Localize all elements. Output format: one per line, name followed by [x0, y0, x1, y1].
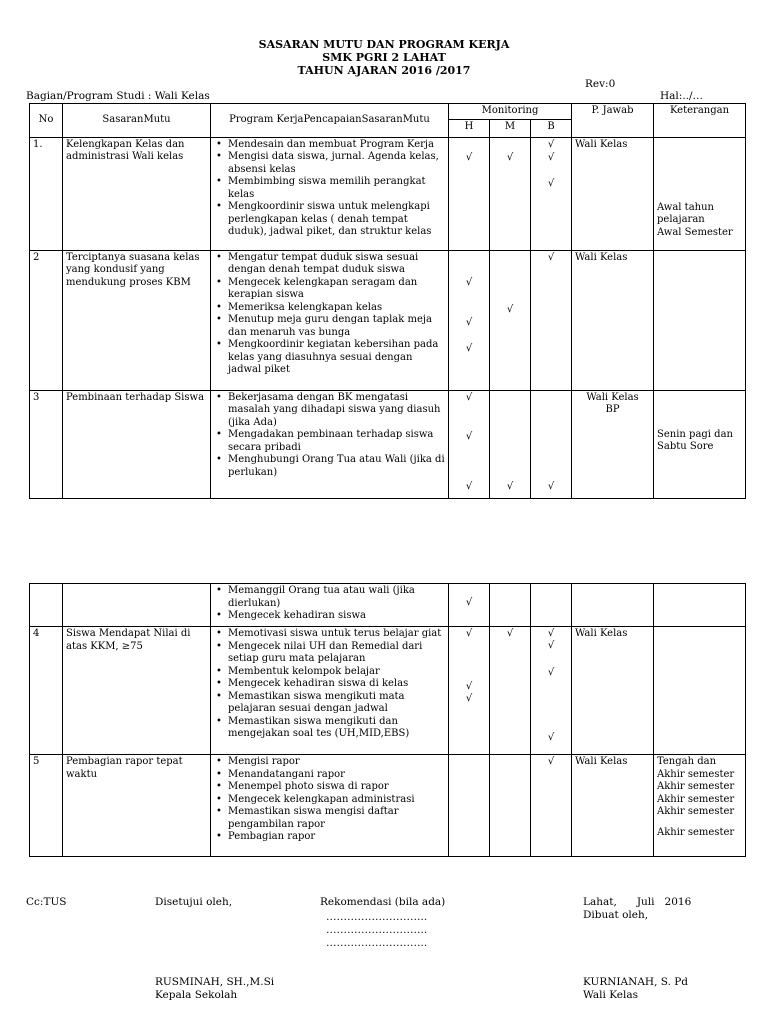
check-mark: √: [547, 480, 555, 492]
row-sasaran: Pembagian rapor tepat waktu: [63, 755, 211, 857]
list-item: • Menandatangani rapor: [228, 769, 445, 782]
program-table-1: [29, 103, 746, 499]
place-date: Lahat, Juli 2016: [583, 896, 692, 908]
check-mark: √: [547, 177, 555, 189]
check-mark: √: [547, 640, 555, 651]
list-item: • Memotivasi siswa untuk terus belajar giat: [228, 628, 445, 641]
recommendation-dots: ………………………..: [326, 924, 428, 936]
ket-line: Awal Semester: [657, 226, 733, 238]
check-m: [490, 390, 531, 498]
col-monitoring: Monitoring: [449, 104, 572, 120]
principal-title: Kepala Sekolah: [155, 989, 238, 1001]
check-m: [490, 137, 531, 250]
check-m: [490, 755, 531, 857]
approved-by-label: Disetujui oleh,: [155, 896, 233, 908]
row-pjawab: Wali Kelas: [572, 250, 654, 390]
check-h: [449, 137, 490, 250]
row-pjawab: [572, 584, 654, 627]
row-keterangan: [654, 137, 746, 250]
row-sasaran: Terciptanya suasana kelas yang kondusif yang mendukung proses KBM: [63, 250, 211, 390]
list-item: • Memastikan siswa mengisi daftar pengambilan rapor: [228, 806, 445, 831]
check-mark: √: [547, 251, 555, 263]
col-no: No: [30, 104, 63, 138]
check-h: [449, 755, 490, 857]
check-mark: √: [547, 756, 555, 767]
cc-line: Cc:TUS: [26, 896, 67, 908]
program-table-2: [29, 583, 746, 857]
check-mark: √: [465, 597, 473, 608]
row-sasaran: [63, 584, 211, 627]
department: Bagian/Program Studi : Wali Kelas: [26, 90, 210, 102]
recommendation-dots: ………………………..: [326, 911, 428, 923]
check-m: [490, 584, 531, 627]
check-b: [531, 755, 572, 857]
table-row: [30, 755, 746, 857]
list-item: • Mengecek kelengkapan administrasi: [228, 794, 445, 807]
row-keterangan: [654, 250, 746, 390]
check-h: [449, 390, 490, 498]
list-item: • Mengadakan pembinaan terhadap siswa secara pribadi: [228, 429, 445, 454]
ket-line: Senin pagi dan: [657, 428, 733, 440]
check-h: [449, 584, 490, 627]
ket-line: pelajaran: [657, 214, 705, 225]
list-item: • Menempel photo siswa di rapor: [228, 781, 445, 794]
row-keterangan: [654, 390, 746, 498]
ket-line: Akhir semester: [657, 793, 735, 805]
doc-title: SASARAN MUTU DAN PROGRAM KERJA: [258, 38, 510, 51]
page-number: Hal:../…: [660, 90, 704, 102]
check-mark: √: [465, 480, 473, 492]
row-no: [30, 584, 63, 627]
list-item: • Mengecek nilai UH dan Remedial dari setiap guru mata pelajaran: [228, 641, 445, 666]
row-no: 2: [30, 250, 63, 390]
check-mark: √: [465, 316, 473, 328]
row-pjawab: Wali Kelas: [572, 755, 654, 857]
check-mark: √: [547, 151, 555, 163]
row-sasaran: Pembinaan terhadap Siswa: [63, 390, 211, 498]
row-pjawab: Wali Kelas: [572, 137, 654, 250]
check-mark: √: [506, 480, 514, 492]
row-program: [211, 390, 449, 498]
row-no: 5: [30, 755, 63, 857]
check-mark: √: [547, 667, 555, 678]
check-mark: √: [506, 151, 514, 163]
table-row: [30, 137, 746, 250]
list-item: • Mengkoordinir siswa untuk melengkapi perlengkapan kelas ( denah tempat duduk), jadwal piket, dan struktur kelas: [228, 201, 445, 239]
list-item: • Mendesain dan membuat Program Kerja: [228, 139, 445, 152]
list-item: • Mengisi data siswa, jurnal. Agenda kelas, absensi kelas: [228, 151, 445, 176]
academic-year: TAHUN AJARAN 2016 /2017: [297, 64, 471, 77]
check-b: [531, 250, 572, 390]
col-keterangan: Keterangan: [654, 104, 746, 138]
ket-line: Akhir semester: [657, 768, 735, 780]
check-h: [449, 627, 490, 755]
list-item: • Mengisi rapor: [228, 756, 445, 769]
col-sasaran: SasaranMutu: [63, 104, 211, 138]
col-pjawab: P. Jawab: [572, 104, 654, 138]
check-b: [531, 627, 572, 755]
recommendation-dots: ………………………..: [326, 937, 428, 949]
homeroom-title: Wali Kelas: [583, 989, 638, 1001]
list-item: • Mengecek kelengkapan seragam dan kerapian siswa: [228, 277, 445, 302]
table-row: [30, 584, 746, 627]
homeroom-name: KURNIANAH, S. Pd: [583, 976, 689, 988]
check-mark: √: [465, 681, 473, 692]
principal-name: RUSMINAH, SH.,M.Si: [155, 976, 275, 988]
list-item: • Memastikan siswa mengikuti mata pelajaran sesuai dengan jadwal: [228, 691, 445, 716]
check-b: [531, 390, 572, 498]
check-b: [531, 584, 572, 627]
col-m: M: [490, 119, 531, 137]
check-mark: √: [465, 342, 473, 354]
list-item: • Membimbing siswa memilih perangkat kelas: [228, 176, 445, 201]
row-sasaran: Siswa Mendapat Nilai di atas KKM, ≥75: [63, 627, 211, 755]
list-item: • Mengecek kehadiran siswa: [228, 610, 445, 623]
revision: Rev:0: [585, 78, 616, 90]
table-row: [30, 390, 746, 498]
row-sasaran: Kelengkapan Kelas dan administrasi Wali kelas: [63, 137, 211, 250]
check-m: [490, 627, 531, 755]
list-item: • Membentuk kelompok belajar: [228, 666, 445, 679]
ket-line: Akhir semester: [657, 781, 735, 792]
list-item: • Menghubungi Orang Tua atau Wali (jika di perlukan): [228, 454, 445, 479]
recommendation-label: Rekomendasi (bila ada): [320, 896, 446, 908]
row-keterangan: [654, 584, 746, 627]
check-mark: √: [465, 276, 473, 288]
pjawab-line: Wali Kelas: [586, 391, 639, 403]
list-item: • Pembagian rapor: [228, 831, 445, 844]
row-program: [211, 755, 449, 857]
pjawab-line: BP: [605, 404, 620, 415]
check-mark: √: [547, 628, 555, 639]
table-row: [30, 627, 746, 755]
list-item: • Bekerjasama dengan BK mengatasi masalah yang dihadapi siswa yang diasuh (jika Ada): [228, 392, 445, 430]
check-mark: √: [465, 151, 473, 163]
check-mark: √: [465, 628, 473, 639]
ket-line: Tengah dan: [657, 756, 717, 767]
list-item: • Mengecek kehadiran siswa di kelas: [228, 678, 445, 691]
list-item: • Menutup meja guru dengan taplak meja dan menaruh vas bunga: [228, 314, 445, 339]
check-mark: √: [465, 430, 473, 442]
check-mark: √: [506, 628, 514, 639]
row-program: [211, 627, 449, 755]
list-item: • Memanggil Orang tua atau wali (jika dierlukan): [228, 585, 445, 610]
made-by-label: Dibuat oleh,: [583, 909, 649, 921]
row-keterangan: [654, 755, 746, 857]
check-mark: √: [465, 391, 473, 403]
school-name: SMK PGRI 2 LAHAT: [322, 51, 446, 64]
row-no: 1.: [30, 137, 63, 250]
check-b: [531, 137, 572, 250]
col-program: Program KerjaPencapaianSasaranMutu: [211, 104, 449, 138]
row-no: 4: [30, 627, 63, 755]
row-pjawab: [572, 390, 654, 498]
ket-line: Awal tahun: [657, 201, 714, 213]
list-item: • Mengatur tempat duduk siswa sesuai dengan denah tempat duduk siswa: [228, 252, 445, 277]
ket-line: Sabtu Sore: [657, 441, 714, 452]
row-program: [211, 137, 449, 250]
row-pjawab: Wali Kelas: [572, 627, 654, 755]
row-keterangan: [654, 627, 746, 755]
list-item: • Memeriksa kelengkapan kelas: [228, 302, 445, 315]
list-item: • Mengkoordinir kegiatan kebersihan pada kelas yang diasuhnya sesuai dengan jadwal piket: [228, 339, 445, 377]
check-mark: √: [547, 732, 555, 743]
check-mark: √: [465, 693, 473, 704]
check-m: [490, 250, 531, 390]
row-program: [211, 584, 449, 627]
ket-line: Akhir semester: [657, 806, 735, 817]
check-h: [449, 250, 490, 390]
check-mark: √: [547, 138, 555, 150]
list-item: • Memastikan siswa mengikuti dan mengejakan soal tes (UH,MID,EBS): [228, 716, 445, 741]
table-row: [30, 250, 746, 390]
col-h: H: [449, 119, 490, 137]
row-program: [211, 250, 449, 390]
col-b: B: [531, 119, 572, 137]
row-no: 3: [30, 390, 63, 498]
ket-line: Akhir semester: [657, 826, 735, 838]
check-mark: √: [506, 303, 514, 315]
